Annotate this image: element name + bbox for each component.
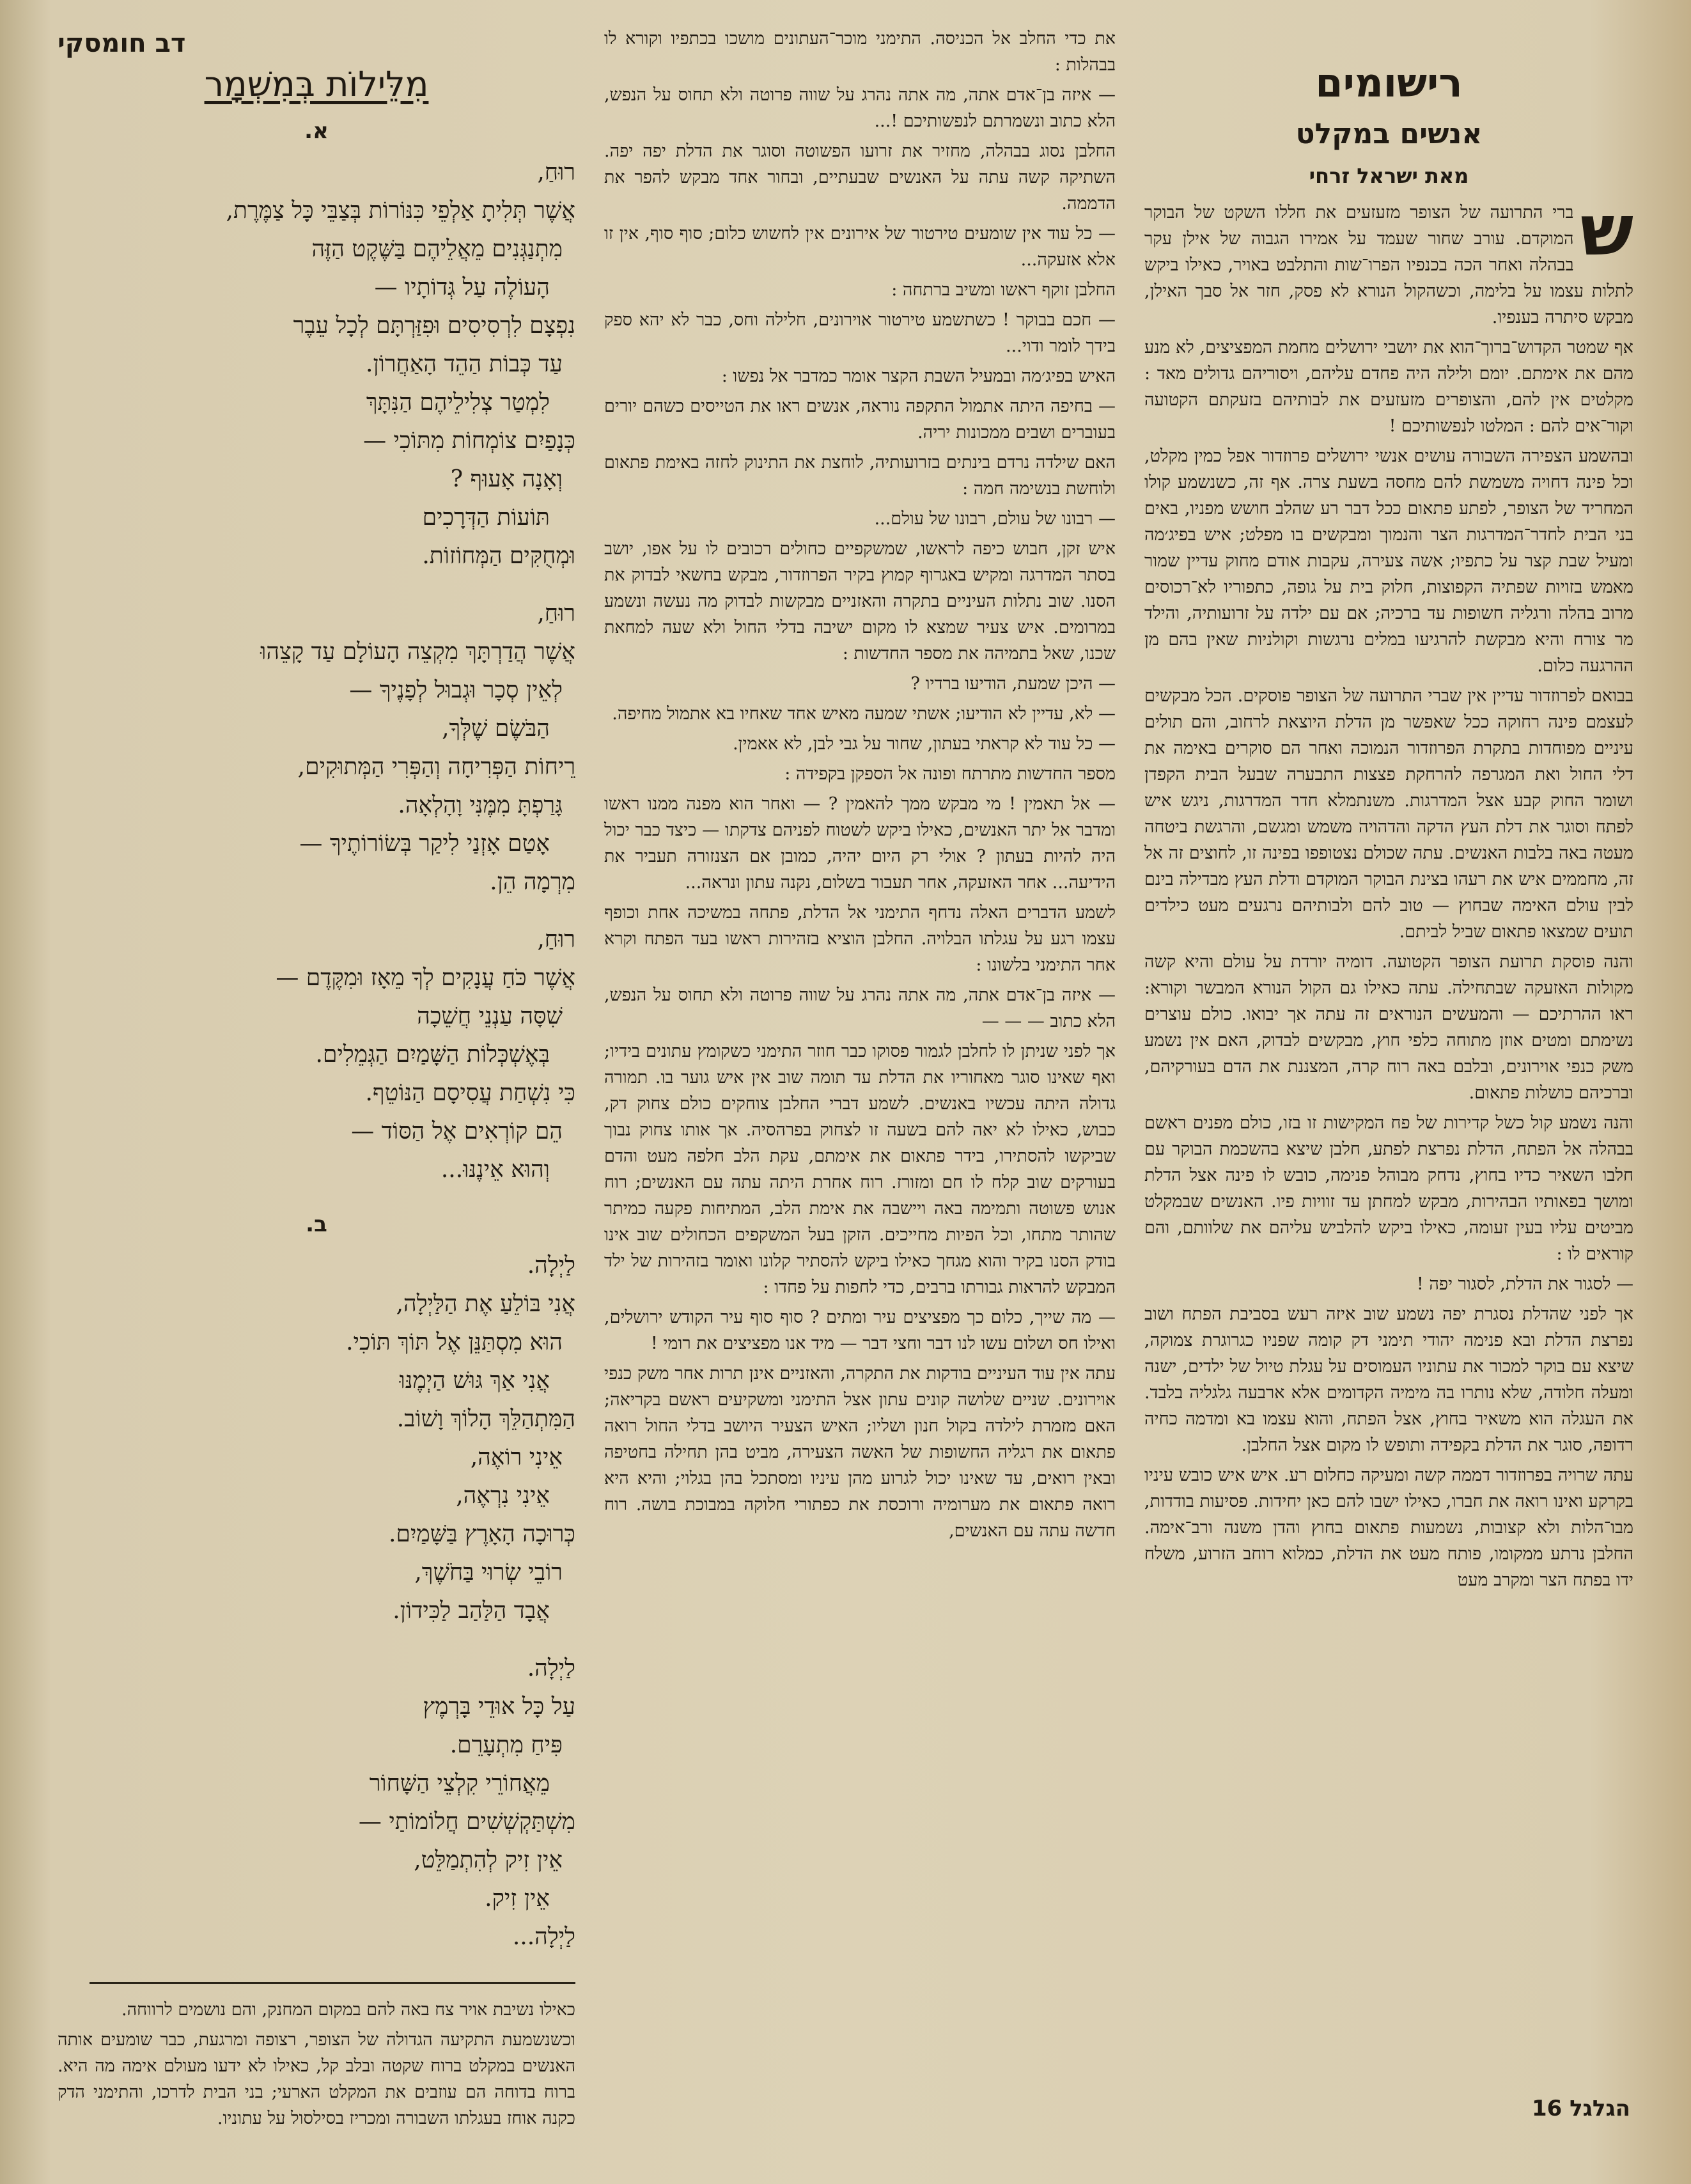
poem-line: רוּחַ, [537,926,575,953]
story-paragraph: איש זקן, חבוש כיפה לראשו, שמשקפיים כחולים רכובים לו על אפו, יושב בסתר המדרגה ומקיש באגרוף קמוץ בקיר הפרוזדור, מבקש בחשאי לבדוק את הסנו. שוב נתלות העיניים בתקרה והאזניים מבקשות לבדוק מה נעשה ונשמע במרומים. איש צעיר שמצא לו מקום ישיבה בדלי החול ולא שעה למחאת שכנו, שאל בתמיהה את מספר החדשות : [604,539,1116,664]
poem-line: פִּיחַ מִתְעָרֵם. [449,1732,563,1758]
poem-line: מִתְנַגְּנִים מֵאֲלֵיהֶם בַּשֶּׁקֶט הַזֶּה [311,236,563,262]
poem-line: בְּאֶשְׁכְּלוֹת הַשָּׁמַיִם הַגְּמֵלִים. [315,1041,550,1068]
poem-line: לִמְטַר צְלִילֵיהֶם הַנִּתָּךְ [366,389,550,416]
story-paragraph: את כדי החלב אל הכניסה. התימני מוכר־העתונים מושכו בכתפיו וקורא לו בבהלות : [604,29,1116,75]
poem-line: הָעוֹלֶה עַל גְּדוֹתָיו — [374,274,550,300]
poem-line: שִׁסָּה עַנְנֵי חֲשֵׁכָה [417,1003,563,1029]
story-paragraph: האם שילדה נרדם בינתים בזרועותיה, לוחצת את התינוק לחזה באימת פתאום ולוחשת בנשימה חמה : [604,453,1116,499]
story-column-right [1144,26,1633,1597]
story-paragraph: וכשנשמעת התקיעה הגדולה של הצופר, רצופה ומרגעת, כבר שומעים אותה האנשים במקלט ברוח שקטה ובלב קל, כאילו לא ידעו מעולם אימה מה היא. ברוח בדוחה הם עוזבים את המקלט הארעי; בני הבית לדרכו, והתימני הדק כקנה אוחז בעגלתו השבורה ומכריז בסילסול על עתוניו. [58,2030,575,2128]
poem-line: גָּרַפְתָּ מִמֶּנִּי וָהָלְאָה. [398,792,563,818]
poem-title: מִלֵּילוֹת בְּמִשְׁמָר [204,64,429,104]
poem-section-number: ב. [306,1212,327,1237]
poem-line: כִּי נִשְׁחַת עֲסִיסָם הַנּוֹטֵף. [365,1080,575,1106]
section-header: רישומים [1315,59,1463,106]
story-title: אנשים במקלט [1295,118,1483,150]
poem-line: אֲשֶׁר כֹּחַ עֲנָקִים לְךָ מֵאָז וּמִקֶּדֶם — [276,965,575,991]
poem-stanza [58,921,575,1189]
story-ending [58,1997,575,2132]
poem-line: מִשְׁתַּקְשְׁשִׁים חֲלוֹמוֹתַי — [358,1809,575,1835]
page-footer [1532,2096,1630,2121]
poem-line: לַיְלָה. [527,1655,575,1681]
poem-line: רוּחַ, [537,600,575,627]
story-paragraph: אך לפני שהדלת נסגרת יפה נשמע שוב איזה רעש בסביבת הפתח ושוב נפרצת הדלת ובא פנימה יהודי תימני דק קומה שפניו כגרוגרת צמוקה, שיצא עם בוקר למכור את עתוניו העמוסים על עגלת טיול של ילדים, ישנה ומעלה חלודה, שלא נותרו בה מימיה הקדומים אלא ארבעה גלגליה בלבד. את העגלה הוא משאיר בחוץ, אצל הפתח, והוא עצמו בא ומדמה כחיה רדופה, סוגר את הדלת בקפידה ותופש לו מקום אצל החלבן. [1144,1304,1633,1455]
poem-line: וּמְחֻקִּים הַמְּחוֹזוֹת. [422,543,575,569]
story-dialogue: — מה שייך, כלום כך מפציצים עיר ומתים ? סוף סוף עיר הקודש ירושלים, ואילו חס ושלום עשו לנו דבר וחצי דבר — מיד אנו מפציצים את רומי ! [604,1307,1116,1353]
story-paragraph: אך לפני שניתן לו לחלבן לגמור פסוקו כבר חוזר התימני כשקומץ עתונים בידיו; ואף שאינו סוגר מאחוריו את הדלת עד תומה שוב אין איש גוער בו. תמורה גדולה היתה עכשיו באנשים. לשמע דברי החלבן צוחקים כולם צחוק דק, כבוש, כאילו לא יאה להם בשעה זו לצחוק בפרהסיה. אך אותו צחוק נבוך שביקשו להסתירו, בידר פתאום את אימתם, עקת הלב חלפה מעט והדם בעורקים שוב קלח לו חם ומזורז. רוח אחרת היתה עתה עם האנשים; רוח אנוש פשוטה ותמימה באה ויישבה את אימת הלב, המתיחות פקעה כמיתר שהותר מתחו, וכל הפיות מחייכים. הזקן בעל המשקפים הכחולים שוב אינו בודק הסנו בקיר והוא מגחך כאילו ביקש להסתיר קלונו ואומר בזהירות של ילד המבקש להראות גבורתו ברבים, כדי לחפות על פחדו : [604,1041,1116,1297]
poem-part-b [58,1247,575,1956]
story-column-middle [604,26,1116,1548]
page-number: 16 [1531,2096,1562,2121]
poem-stanza [58,1247,575,1630]
story-dialogue: — לסגור את הדלת, לסגור יפה ! [1416,1274,1633,1294]
poem-line: מֵאֲחוֹרֵי קִלְצֵי הַשָּׁחוֹר [369,1770,550,1797]
story-paragraph: עתה אין עוד העיניים בודקות את התקרה, והאזניים אינן תרות אחר משק כנפי אוירונים. שניים שלושה קונים עתון אצל התימני ומשקיעים ראשם בקריאה; האם מזמרת לילדה בקול חנון ושליו; האיש הצעיר היושב בדלי החול רואה פתאום את רגליה החשופות של האשה הצעירה, מביט בהן תחילה בחטיפה ובאין רואים, עד שאינו יכול לגרוע מהן עיניו ומסתכל בהן בגלוי; והיא היא רואה פתאום את מערומיה ורוכסת את כפתורי חלוקה במבוכת בושה. רוח חדשה עתה עם האנשים, [604,1364,1116,1541]
story-dialogue: — היכן שמעת, הודיעו ברדיו ? [910,674,1116,694]
story-paragraph: ובהשמע הצפירה השבורה עושים אנשי ירושלים פרוזדור אפל כמין מקלט, וכל פינה דחויה משמשת להם מחסה בשעת צרה. אף זה, כשנשמע קולו המחריד של הצופר, לפתע פתאום ככל דבר רע שהלב חושש מפניו, באים בני הבית לחדר־המדרגות הצר והנמוך ומבקשים בו מפלט; איש בפיג׳מה ומעיל שבת קצר על כתפיו; אשה צעירה, עקבות אודם מחוק עדיין שמור מאמש בזויות שפתיה הקפוצות, חלוק בית על גופה, כתפוריו לא־רכוסים מרוב בהלה ורגליה חשופות עד ברכיה; אם עם ילדה על זרועותיה, והילד מר צורח והיא מבקשת להרגיעו במלים נרגשות וקולניות שאין בהם מן ההרגעה כלום. [1144,446,1633,676]
poem-line: לְאֵין סְכָר וּגְבוּל לְפָנֶיךָ — [349,677,563,703]
poem-line: אֵינִי נִרְאֶה, [456,1483,550,1509]
poem-line: אֵין זִיק לְהִתְמַלֵּט, [414,1847,563,1873]
story-paragraph: לשמע הדברים האלה נדחף התימני אל הדלת, פתחה במשיכה אחת וכופף עצמו רגע על עגלתו הבלויה. החלבן הוציא בזהירות ראשו בעד הפתח וקרא אחר התימני בלשונו : [604,903,1116,975]
story-paragraph: בבואם לפרוזדור עדיין אין שברי התרועה של הצופר פוסקים. הכל מבקשים לעצמם פינה רחוקה ככל שאפשר מן הדלת היוצאת לרחוב, והם תולים עיניים מפוחדות בתקרת הפרוזדור הנמוכה ואחר הם סוקרים באימה את דלי החול ואת המגרפה להרחקת פצצות התבערה שבעל הבית הקפדן ושומר החוק קבע אצל המדרגות. משנתמלא חדר המדרגות, ניגש איש לפתח וסוגר את דלת העץ הדקה והדהויה משמש ומגשם, והרגשת ביטחה מעטה באה בלבות האנשים. עתה שכולם נצטופפו בפינה זו, לחוצים זה אל זה, מחממים איש את רעהו בצינת הבוקר המוקדם ודלת העץ מבדילה בינם לבין עולם האימה שבחוץ — טוב להם ולבותיהם נרגעים מעט כילדים תועים שמצאו פתאום שביל לביתם. [1144,686,1633,942]
column-divider [90,1982,575,1984]
poem-line: הַמִּתְהַלֵּךְ הָלוֹךְ וָשׁוֹב. [396,1406,575,1432]
poem-line: אָטַם אָזְנַי לִיקַר בְּשׂוֹרוֹתֶיךָ — [299,831,550,857]
story-paragraph: כאילו נשיבת אויר צח באה להם במקום המחנק, והם נושמים לרווחה. [121,2000,575,2020]
story-dialogue: — כל עוד אין שומעים טירטור של אירונים אין לחשוש כלום; סוף סוף, אין זו אלא אזעקה... [604,224,1116,270]
poem-stanza [58,1650,575,1956]
poem-line: נִפְצָם לִרְסִיסִים וּפִזַּרְתָּם לְכָל עֵבֶר [293,313,575,339]
drop-cap: ש [1580,189,1633,271]
story-dialogue: — איזה בן־אדם אתה, מה אתה נהרג על שווה פרוטה ולא תחוס על הנפש, הלא כתוב — — — [604,985,1116,1031]
poem-line: מִרְמָה הֵן. [490,869,575,895]
poem-line: אֲשֶׁר תְּלִיתָ אַלְפֵי כִּנּוֹרוֹת בְּצַבֵּי כָּל צַמֶּרֶת, [226,198,575,224]
story-paragraph: אף שמטר הקדוש־ברוך־הוא את יושבי ירושלים מחמת המפציצים, לא מנע מהם את אימתם. יומם ולילה היה פחדם עליהם, ויסוריהם גדולים מאד : מקלטים אין להם, והצופרים מזעזעים את לבותיהם בזעקתם הקטועה וקור־אים להם : המלטו לנפשותיכם ! [1144,338,1633,436]
poem-line: עַד כְּבוֹת הַהֵד הָאַחֲרוֹן. [366,351,563,377]
poem-line: אֵין זִיק. [485,1885,550,1912]
story-dialogue: — חכם בבוקר ! כשתשמע טירטור אוירונים, חלילה וחס, כבר לא יהא ספק בידך לומר ודוי... [604,310,1116,356]
magazine-name: הגלגל [1570,2096,1630,2121]
story-paragraph: האיש בפיג׳מה ובמעיל השבת הקצר אומר כמדבר אל נפשו : [721,366,1116,386]
poem-line: לַיְלָה. [527,1252,575,1279]
poem-line: עַל כָּל אוּדֵי בָּרְמֶץ [423,1694,575,1720]
poem-line: הַבֹּשֶׂם שֶׁלְּךָ, [442,715,550,742]
story-paragraph: עתה שרויה בפרוזדור דממה קשה ומעיקה כחלום רע. איש איש כובש עיניו בקרקע ואינו רואה את חברו, כאילו ישבו להם כאן יחידות. פסיעות בודדות, מבו־הלות ולא קצובות, נשמעות פתאום בחוץ והדן משנה ורב־אימה. החלבן נרתע ממקומו, פותח מעט את הדלת, כמלוא רוחב הזרוע, משלח ידו בפתח הצר ומקרב מעט [1144,1465,1633,1590]
poem-line: אֲבָד הַלַּהַב לַכִּידוֹן. [393,1598,550,1624]
poem-line: לַיְלָה... [512,1924,575,1950]
poem-line: וְאָנָה אָעוּף ? [450,466,563,492]
story-paragraph: החלבן נסוג בבהלה, מחזיר את זרועו הפשוטה וסוגר את הדלת יפה יפה. השתיקה קשה עתה על האנשים שבעתיים, ובחור אחד מבקש להפר את הדממה. [604,141,1116,214]
poem-line: הוּא מִסְתַּנֵּן אֶל תּוֹךְ תּוֹכִי. [346,1329,563,1355]
poem-line: רֵיחוֹת הַפְּרִיחָה וְהַפְּרִי הַמְּתוּקִים, [297,754,575,780]
story-paragraph: והנה פוסקת תרועת הצופר הקטועה. דומיה יורדת על עולם והיא קשה מקולות האזעקה שבתחילה. עתה כאילו גם הקול הנורא המבשר וקורא: ראו ההרתיכם — והמעשים הנוראים זה עתה אך יבואו. כולם עוצרים נשימתם ומטים אוזן מתוחה כלפי חוץ, מבקשים לבדוק, האם אין נשמע משק כנפי אוירונים, ובלבם באה רוח קרה, המצננת את הדם בעורקיהם, וברכיהם כושלות פתאום. [1144,952,1633,1103]
story-dialogue: — אל תאמין ! מי מבקש ממך להאמין ? — ואחר הוא מפנה ממנו ראשו ומדבר אל יתר האנשים, כאילו ביקש לשטוח לפניהם צדקתו — כיצד כבר יכול היה להיות בעתון ? אולי רק היום יהיה, כמובן אם הצנזורה תעביר את הידיעה... אחר האזעקה, אחר תעבור בשלום, נקנה עתון ונראה... [604,794,1116,893]
poem-line: תּוֹעוֹת הַדְּרָכִים [422,504,550,531]
poem-column-left [58,26,575,2135]
story-author: מאת ישראל זרחי [1309,164,1469,188]
poem-line: אֲשֶׁר הֲדַרְתָּךְ מִקְצֵה הָעוֹלָם עַד קָצֵהוּ [260,639,575,665]
poem-line: אֲנִי אַךְ גּוּשׁ הַיְמֶנּוּ [399,1368,550,1394]
story-paragraph: ש ברי התרועה של הצופר מזעזעים את חללו השקט של הבוקר המוקדם. עורב שחור שעמד על אמירו הגבוה של אילן עקר בבהלה ואחר הכה בכנפיו הפרו־שות והתלבט באויר, כאילו ביקש לתלות עצמו על בלימה, וכשהקול הנורא לא פסק, חזר אל סבך האילן, מבקש סיתרה בענפיו. [1144,189,1633,327]
poem-line: אֵינִי רוֹאֶה, [470,1444,563,1470]
poem-line: רוֹבֵי שְׂרוּי בַּחֹשֶׁךְ, [414,1559,563,1586]
story-paragraph: מספר החדשות מתרתח ופונה אל הספקן בקפידה : [784,764,1116,784]
story-dialogue: — רבונו של עולם, רבונו של עולם... [874,509,1116,529]
story-dialogue: — כל עוד לא קראתי בעתון, שחור על גבי לבן, לא אאמין. [733,734,1116,754]
poem-line: רוּחַ, [537,159,575,185]
story-dialogue: — בחיפה היתה אתמול התקפה נוראה, אנשים ראו את הטייסים כשהם יורים בעוברים ושבים ממכונות יריה. [604,396,1116,442]
poem-section-number: א. [304,118,329,144]
poem-stanza [58,595,575,901]
story-dialogue: — לא, עדיין לא הודיעו; אשתי שמעה מאיש אחד שאחיו בא אתמול מחיפה. [612,704,1116,724]
poem-line: אֲנִי בּוֹלֵעַ אֶת הַלַּיְלָה, [396,1291,575,1317]
story-dialogue: — איזה בן־אדם אתה, מה אתה נהרג על שווה פרוטה ולא תחוס על הנפש, הלא כתוב ונשמרתם לנפשותיכם !... [604,85,1116,131]
poet-name: דב חומסקי [58,29,186,58]
poem-line: וְהוּא אֵינֶנּוּ... [440,1157,550,1183]
poem-line: הֵם קוֹרְאִים אֶל הַסּוֹד — [351,1118,563,1144]
poem-line: כְּרוּכָה הָאָרֶץ בַּשָּׁמַיִם. [389,1521,575,1547]
poem-line: כְּנָפַיִם צוֹמְחוֹת מִתּוֹכִי — [363,428,575,454]
story-paragraph: והנה נשמע קול כשל קדירות של פח המקישות זו בזו, כולם מפנים ראשם בבהלה אל הפתח, הדלת נפרצת לפתע, חלבן שיצא בהשכמת הבוקר עם חלבו השאיר כדיו בחוץ, נדחק מבוהל פנימה, כובש לו פינה אצל הדלת ומושך בפאותיו הבהירות, מבקש למחתן עד זוויות פיו. האנשים שבמקלט מביטים עליו בעין זעומה, כאילו ביקש להלביש עליהם את שלוותם, והם קוראים לו : [1144,1113,1633,1264]
poem-part-a [58,153,575,1189]
story-paragraph: החלבן זוקף ראשו ומשיב ברתחה : [891,280,1116,300]
poem-stanza [58,153,575,575]
